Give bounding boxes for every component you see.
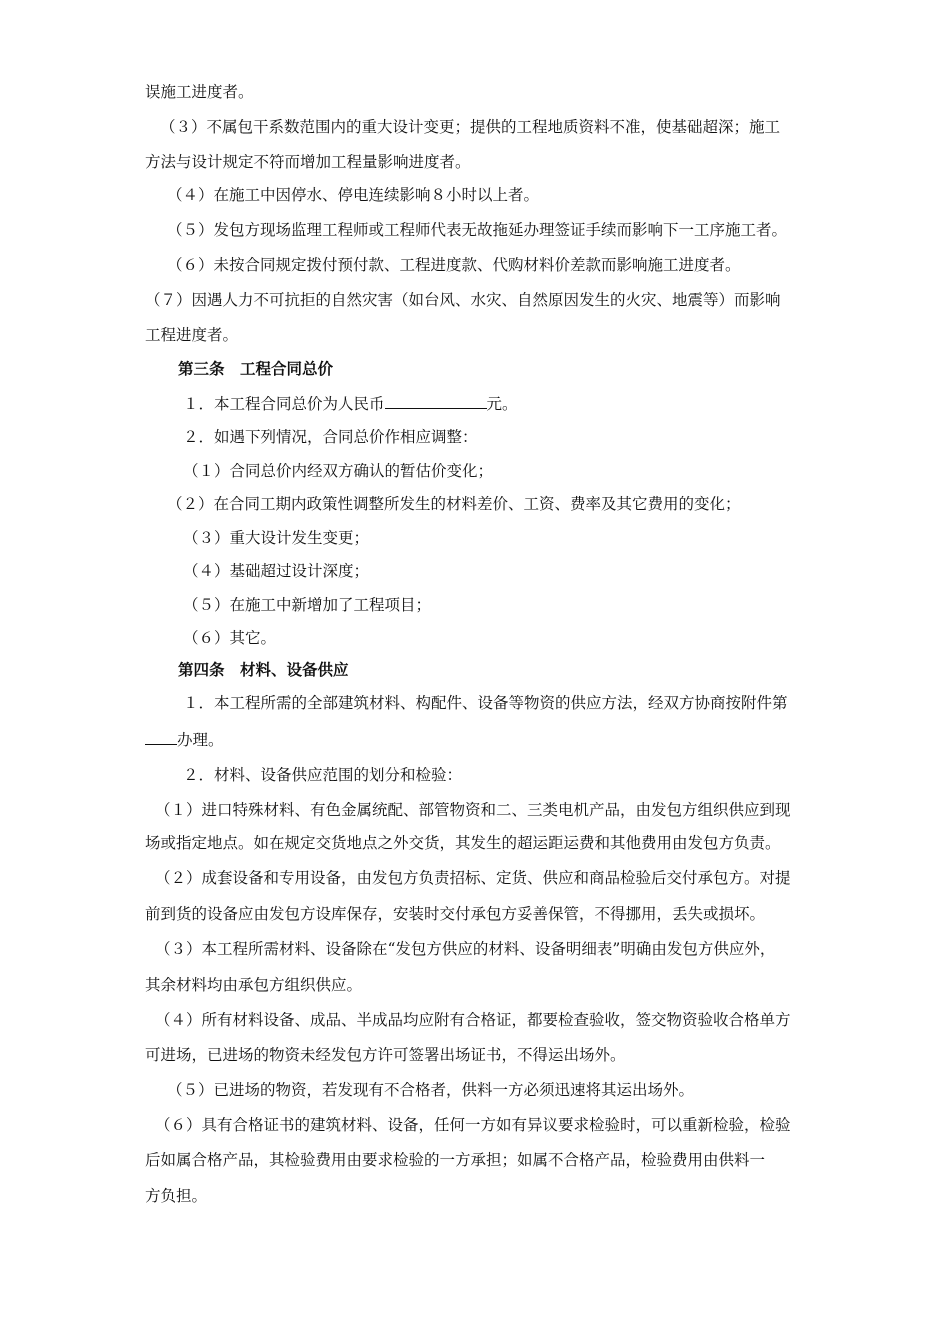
- article-3-sub-item: （２）在合同工期内政策性调整所发生的材料差价、工资、费率及其它费用的变化；: [167, 495, 741, 513]
- article-4-paragraph: 方负担。: [145, 1187, 208, 1205]
- blank-field: [145, 730, 177, 745]
- paragraph-line: 工程进度者。: [145, 326, 239, 344]
- paragraph-line: （７）因遇人力不可抗拒的自然灾害（如台风、水灾、自然原因发生的火灾、地震等）而影响: [145, 291, 781, 309]
- paragraph-line: （３）不属包干系数范围内的重大设计变更；提供的工程地质资料不准，使基础超深；施工: [160, 118, 781, 136]
- paragraph-line: 误施工进度者。: [145, 83, 254, 101]
- article-3-item-2: ２．如遇下列情况，合同总价作相应调整：: [183, 428, 478, 446]
- item-1-suffix: 元。: [486, 395, 518, 413]
- paragraph-line: 方法与设计规定不符而增加工程量影响进度者。: [145, 153, 471, 171]
- article-3-heading: 第三条 工程合同总价: [178, 360, 334, 378]
- article-4-paragraph: （４）所有材料设备、成品、半成品均应附有合格证，都要检查验收，签交物资验收合格单方: [155, 1011, 791, 1029]
- article-4-item-1: １．本工程所需的全部建筑材料、构配件、设备等物资的供应方法，经双方协商按附件第: [183, 694, 788, 712]
- article-4-paragraph: 前到货的设备应由发包方设库保存，安装时交付承包方妥善保管，不得挪用，丢失或损坏。: [145, 905, 766, 923]
- article-4-paragraph: 后如属合格产品，其检验费用由要求检验的一方承担；如属不合格产品，检验费用由供料一: [145, 1151, 766, 1169]
- item-1-prefix: １．本工程合同总价为人民币: [183, 395, 385, 413]
- article-3-sub-item: （５）在施工中新增加了工程项目；: [183, 596, 432, 614]
- article-4-item-2: ２．材料、设备供应范围的划分和检验：: [183, 766, 463, 784]
- article-3-sub-item: （３）重大设计发生变更；: [183, 529, 370, 547]
- article-4-paragraph: （３）本工程所需材料、设备除在“发包方供应的材料、设备明细表”明确由发包方供应外，: [155, 940, 776, 958]
- article-3-sub-item: （４）基础超过设计深度；: [183, 562, 370, 580]
- article-4-paragraph: （２）成套设备和专用设备，由发包方负责招标、定货、供应和商品检验后交付承包方。对提: [155, 869, 791, 887]
- paragraph-line: （５）发包方现场监理工程师或工程师代表无故拖延办理签证手续而影响下一工序施工者。: [167, 221, 788, 239]
- article-3-sub-item: （６）其它。: [183, 629, 277, 647]
- item-1-suffix: 办理。: [177, 731, 224, 749]
- article-3-sub-item: （１）合同总价内经双方确认的暂估价变化；: [183, 462, 494, 480]
- article-4-paragraph: （５）已进场的物资，若发现有不合格者，供料一方必须迅速将其运出场外。: [167, 1081, 695, 1099]
- article-4-paragraph: （１）进口特殊材料、有色金属统配、部管物资和二、三类电机产品，由发包方组织供应到现: [155, 801, 791, 819]
- article-4-paragraph: 其余材料均由承包方组织供应。: [145, 976, 363, 994]
- paragraph-line: （４）在施工中因停水、停电连续影响８小时以上者。: [167, 186, 540, 204]
- article-4-heading: 第四条 材料、设备供应: [178, 661, 349, 679]
- article-3-item-1: [183, 394, 518, 414]
- paragraph-line: （６）未按合同规定拨付预付款、工程进度款、代购材料价差款而影响施工进度者。: [167, 256, 741, 274]
- article-4-paragraph: 可进场，已进场的物资未经发包方许可签署出场证书，不得运出场外。: [145, 1046, 626, 1064]
- article-4-item-1-cont: [145, 730, 224, 750]
- blank-field: [385, 394, 487, 409]
- article-4-paragraph: 场或指定地点。如在规定交货地点之外交货，其发生的超运距运费和其他费用由发包方负责。: [145, 834, 781, 852]
- article-4-paragraph: （６）具有合格证书的建筑材料、设备，任何一方如有异议要求检验时，可以重新检验，检验: [155, 1116, 791, 1134]
